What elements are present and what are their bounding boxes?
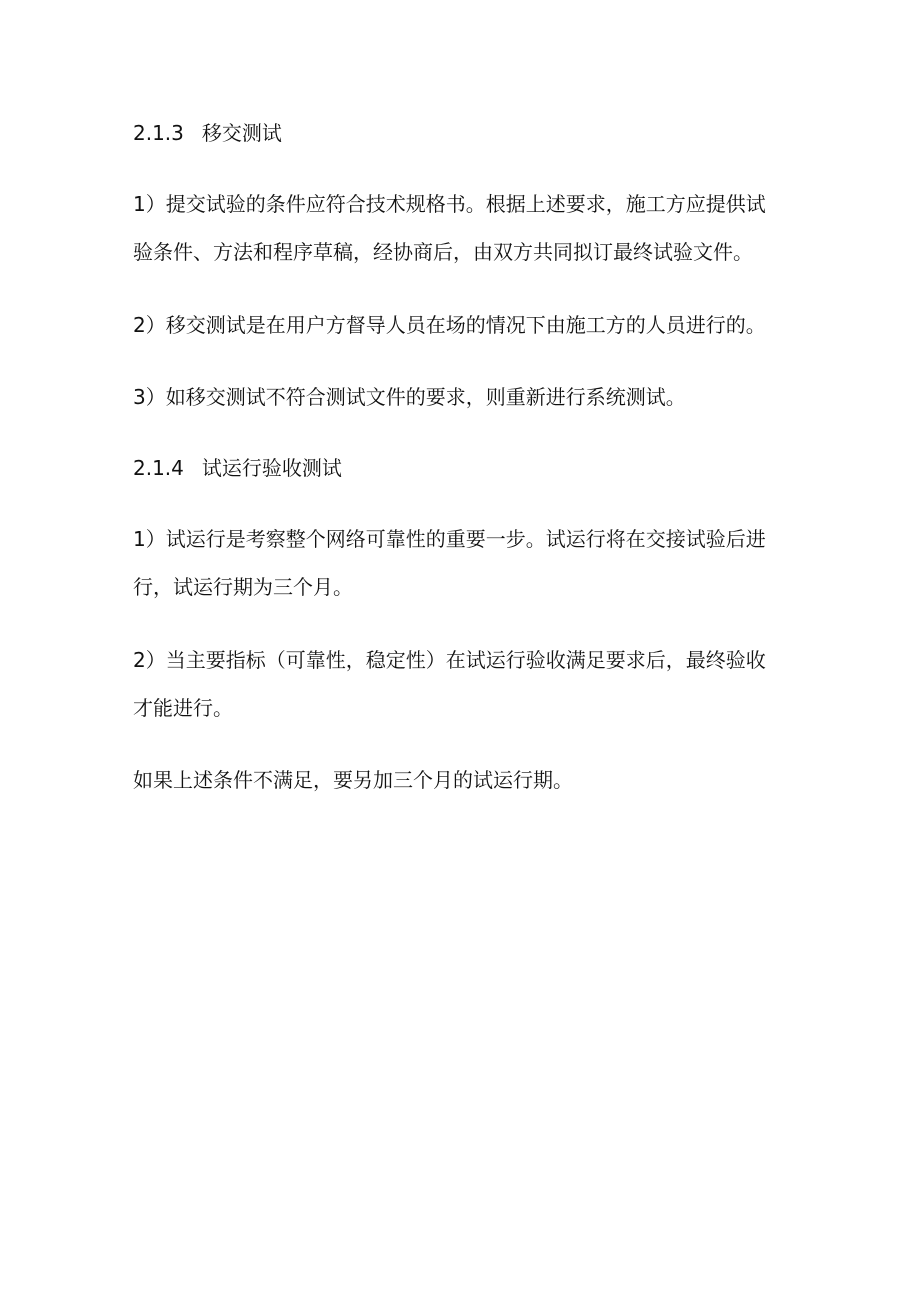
- paragraph-line: 2）移交测试是在用户方督导人员在场的情况下由施工方的人员进行的。: [133, 313, 766, 337]
- paragraph-line: 验条件、方法和程序草稿，经协商后，由双方共同拟订最终试验文件。: [133, 240, 753, 264]
- section-heading-2-1-3: [133, 119, 282, 147]
- paragraph-line: 2）当主要指标（可靠性，稳定性）在试运行验收满足要求后，最终验收: [133, 648, 766, 672]
- paragraph-line: 3）如移交测试不符合测试文件的要求，则重新进行系统测试。: [133, 385, 686, 409]
- paragraph-line: 才能进行。: [133, 696, 233, 720]
- section-title: 试运行验收测试: [201, 456, 342, 480]
- section-number: 2.1.4: [133, 456, 184, 480]
- paragraph-line: 行，试运行期为三个月。: [133, 575, 353, 599]
- section-heading-2-1-4: [133, 454, 342, 482]
- section-number: 2.1.3: [133, 121, 184, 145]
- section-title: 移交测试: [201, 121, 282, 145]
- paragraph-line: 如果上述条件不满足，要另加三个月的试运行期。: [133, 768, 573, 792]
- paragraph-line: 1）提交试验的条件应符合技术规格书。根据上述要求，施工方应提供试: [133, 192, 766, 216]
- paragraph-line: 1）试运行是考察整个网络可靠性的重要一步。试运行将在交接试验后进: [133, 527, 766, 551]
